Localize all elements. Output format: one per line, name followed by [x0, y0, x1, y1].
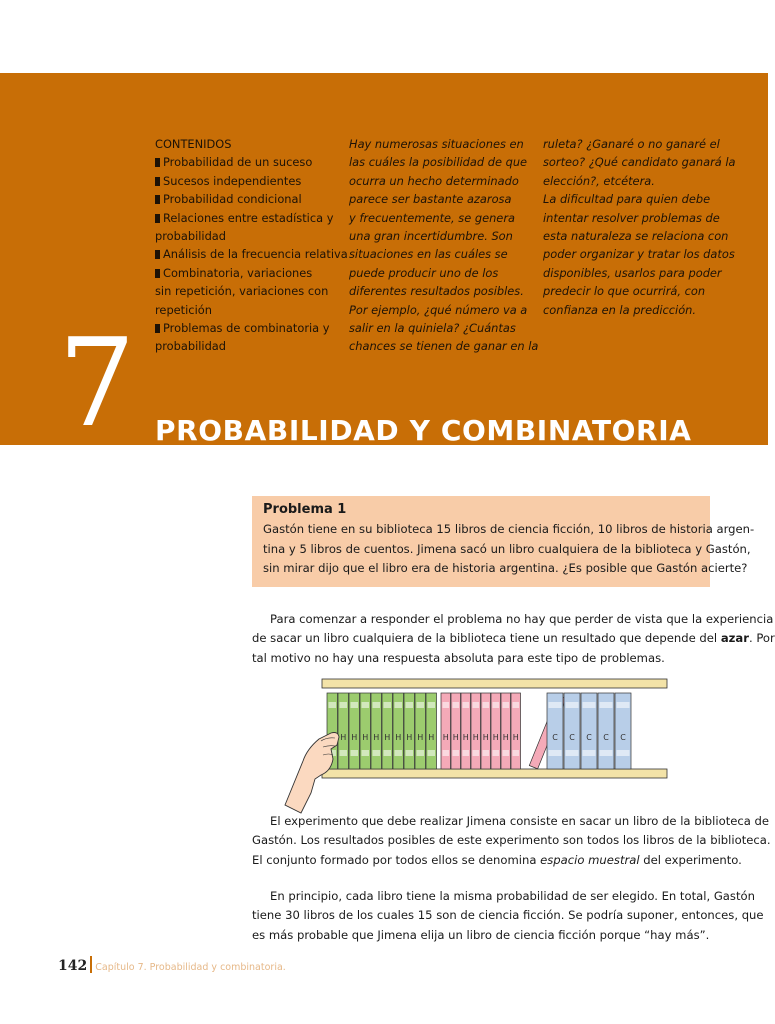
book-band [513, 750, 520, 756]
page-footer [58, 955, 286, 974]
contents-items [155, 153, 348, 355]
intro-text-line: las cuáles la posibilidad de que [349, 155, 528, 170]
book-band [443, 702, 450, 708]
intro-text-line: puede producir uno de los [349, 265, 499, 280]
intro-text-line: predecir lo que ocurrirá, con [543, 284, 706, 299]
book-band [453, 702, 460, 708]
intro-text-line: salir en la quiniela? ¿Cuántas [349, 321, 516, 336]
intro-text-line: esta naturaleza se relaciona con [543, 229, 729, 244]
book-band [600, 750, 613, 756]
book-letter: H [373, 733, 380, 742]
contents-item [155, 172, 340, 190]
book-letter: C [586, 733, 592, 742]
book-band [493, 702, 500, 708]
book-band [566, 702, 579, 708]
book-band [384, 702, 392, 708]
book-letter: H [472, 733, 479, 742]
book-band [549, 702, 562, 708]
green-book [360, 693, 371, 769]
book-band [483, 750, 490, 756]
contents-item [155, 337, 340, 355]
intro-text-line: poder organizar y tratar los datos [543, 247, 735, 262]
contents-item-text: repetición [155, 302, 212, 317]
footer-divider [90, 956, 92, 973]
green-book [393, 693, 404, 769]
green-book [415, 693, 426, 769]
pink-book [511, 693, 521, 769]
book-band [351, 750, 359, 756]
bullet-square-icon [155, 158, 160, 167]
book-letter: H [406, 733, 413, 742]
contents-item-text: probabilidad [155, 339, 227, 354]
book-letter: H [428, 733, 435, 742]
book-letter: H [452, 733, 459, 742]
book-band [340, 702, 348, 708]
bookshelf-illustration [285, 675, 670, 815]
contents-list [155, 135, 348, 356]
paragraph-line: En principio, cada libro tiene la misma probabilidad de ser elegido. En total, Gastón [270, 889, 755, 903]
book-letter: H [417, 733, 424, 742]
contents-item [155, 227, 340, 245]
text-run: El conjunto formado por todos ellos se denomina [252, 852, 541, 867]
book-band [503, 702, 510, 708]
contents-item-text: sin repetición, variaciones con [155, 284, 329, 299]
book-letter: H [351, 733, 358, 742]
green-book [382, 693, 393, 769]
intro-text-line: confianza en la predicción. [543, 302, 697, 317]
intro-column-1 [349, 135, 539, 356]
book-letter: H [340, 733, 347, 742]
book-letter: H [462, 733, 469, 742]
pink-book [461, 693, 471, 769]
blue-book [547, 693, 563, 769]
intro-text-line: intentar resolver problemas de [543, 210, 720, 225]
contents-item-text: Probabilidad de un suceso [163, 155, 313, 170]
intro-text-line: diferentes resultados posibles. [349, 284, 524, 299]
bullet-square-icon [155, 177, 160, 186]
intro-text-line: La dificultad para quien debe [543, 192, 711, 207]
book-band [473, 750, 480, 756]
shelf-bottom-board [322, 769, 667, 778]
chapter-title: PROBABILIDAD Y COMBINATORIA [155, 414, 692, 447]
bold-term: azar [720, 631, 749, 646]
book-band [463, 750, 470, 756]
contents-item [155, 209, 340, 227]
green-book [349, 693, 360, 769]
contents-item-text: Probabilidad condicional [163, 192, 302, 207]
paragraph-experiment [252, 812, 771, 870]
pink-book [481, 693, 491, 769]
paragraph-intro [252, 610, 775, 668]
book-band [493, 750, 500, 756]
green-book [371, 693, 382, 769]
book-letter: H [482, 733, 489, 742]
italic-term: espacio muestral [540, 852, 640, 867]
intro-text-line: sorteo? ¿Qué candidato ganará la [543, 155, 736, 170]
book-band [617, 702, 630, 708]
pink-book [441, 693, 451, 769]
intro-text-line: disponibles, usarlos para poder [543, 265, 722, 280]
book-letter: H [492, 733, 499, 742]
book-band [473, 702, 480, 708]
contents-item-text: Combinatoria, variaciones [163, 265, 313, 280]
book-band [406, 702, 414, 708]
book-letter: H [442, 733, 449, 742]
pink-book [471, 693, 481, 769]
shelf-top-board [322, 679, 667, 688]
intro-text-line: una gran incertidumbre. Son [349, 229, 513, 244]
blue-book [564, 693, 580, 769]
problem-box [252, 496, 755, 587]
pink-book [501, 693, 511, 769]
pink-book [451, 693, 461, 769]
book-band [513, 702, 520, 708]
intro-text-line: elección?, etcétera. [543, 173, 655, 188]
book-band [428, 750, 436, 756]
book-band [373, 750, 381, 756]
contents-item-text: Problemas de combinatoria y [163, 321, 330, 336]
book-letter: C [603, 733, 609, 742]
contents-item-text: Relaciones entre estadística y [163, 210, 334, 225]
book-band [453, 750, 460, 756]
book-band [340, 750, 348, 756]
problem-title: Problema 1 [263, 502, 347, 517]
book-band [351, 702, 359, 708]
text-run: de sacar un libro cualquiera de la biblioteca tiene un resultado que depende del [252, 631, 721, 646]
green-book [426, 693, 437, 769]
paragraph-line: Para comenzar a responder el problema no hay que perder de vista que la experiencia [270, 612, 774, 626]
book-letter: H [502, 733, 509, 742]
paragraph-line: es más probable que Jimena elija un libro de ciencia ficción porque “hay más”. [252, 927, 710, 942]
book-band [395, 750, 403, 756]
contents-item [155, 245, 348, 263]
book-letter: H [362, 733, 369, 742]
book-band [428, 702, 436, 708]
contents-item [155, 264, 340, 282]
bullet-square-icon [155, 324, 160, 333]
book-band [384, 750, 392, 756]
book-band [373, 702, 381, 708]
paragraph-probability [252, 887, 764, 945]
bullet-square-icon [155, 214, 160, 223]
blue-book [615, 693, 631, 769]
book-letter: H [512, 733, 519, 742]
book-band [463, 702, 470, 708]
paragraph-line: tiene 30 libros de los cuales 15 son de ciencia ficción. Se podría suponer, entonces, que [252, 908, 764, 923]
bullet-square-icon [155, 195, 160, 204]
book-band [583, 702, 596, 708]
contents-item [155, 190, 340, 208]
contents-item-text: probabilidad [155, 229, 227, 244]
books [327, 693, 631, 769]
contents-item [155, 282, 340, 300]
book-letter: H [395, 733, 402, 742]
bullet-square-icon [155, 250, 160, 259]
contents-heading: CONTENIDOS [155, 137, 232, 151]
pink-book [491, 693, 501, 769]
book-band [362, 702, 370, 708]
paragraph-line: Gastón. Los resultados posibles de este experimento son todos los libros de la biblioteca. [252, 833, 771, 848]
footer-chapter-ref: Capítulo 7. Probabilidad y combinatoria. [95, 962, 286, 973]
book-letter: C [569, 733, 575, 742]
intro-text-line: y frecuentemente, se genera [349, 210, 515, 225]
book-band [583, 750, 596, 756]
paragraph-line [252, 629, 775, 648]
contents-item-text: Sucesos independientes [163, 173, 302, 188]
contents-item-text: Análisis de la frecuencia relativa [163, 247, 348, 262]
paragraph-line [252, 851, 742, 870]
paragraph-line: tal motivo no hay una respuesta absoluta para este tipo de problemas. [252, 650, 665, 665]
bullet-square-icon [155, 269, 160, 278]
book-band [417, 750, 425, 756]
book-letter: C [620, 733, 626, 742]
intro-text-line: Por ejemplo, ¿qué número va a [349, 302, 528, 317]
intro-text-line: ruleta? ¿Ganaré o no ganaré el [543, 137, 720, 151]
green-book [338, 693, 349, 769]
book-band [406, 750, 414, 756]
book-band [617, 750, 630, 756]
intro-text-line: parece ser bastante azarosa [349, 192, 512, 207]
text-run: . Por [748, 631, 775, 646]
problem-text-line: Gastón tiene en su biblioteca 15 libros de ciencia ficción, 10 libros de historia argen- [263, 522, 755, 536]
book-band [600, 702, 613, 708]
book-letter: H [384, 733, 391, 742]
green-book [404, 693, 415, 769]
page-number: 142 [58, 958, 88, 974]
book-band [566, 750, 579, 756]
text-run: del experimento. [639, 852, 742, 867]
book-band [549, 750, 562, 756]
problem-text-line: tina y 5 libros de cuentos. Jimena sacó un libro cualquiera de la biblioteca y Gastón, [263, 541, 751, 556]
book-letter: C [552, 733, 558, 742]
blue-book [581, 693, 597, 769]
problem-text-line: sin mirar dijo que el libro era de historia argentina. ¿Es posible que Gastón acierte? [263, 561, 748, 575]
book-band [443, 750, 450, 756]
intro-text-line: ocurra un hecho determinado [349, 173, 519, 188]
book-band [483, 702, 490, 708]
intro-column-2 [543, 135, 736, 319]
blue-book [598, 693, 614, 769]
contents-item [155, 319, 340, 337]
contents-item [155, 301, 340, 319]
intro-text-line: chances se tienen de ganar en la [349, 339, 539, 354]
paragraph-line: El experimento que debe realizar Jimena consiste en sacar un libro de la biblioteca de [270, 814, 770, 828]
book-band [395, 702, 403, 708]
book-band [329, 702, 337, 708]
intro-text-line: Hay numerosas situaciones en [349, 137, 524, 151]
book-band [417, 702, 425, 708]
book-band [503, 750, 510, 756]
book-band [362, 750, 370, 756]
chapter-number: 7 [58, 312, 136, 454]
intro-text-line: situaciones en las cuáles se [349, 247, 508, 262]
contents-item [155, 153, 340, 171]
